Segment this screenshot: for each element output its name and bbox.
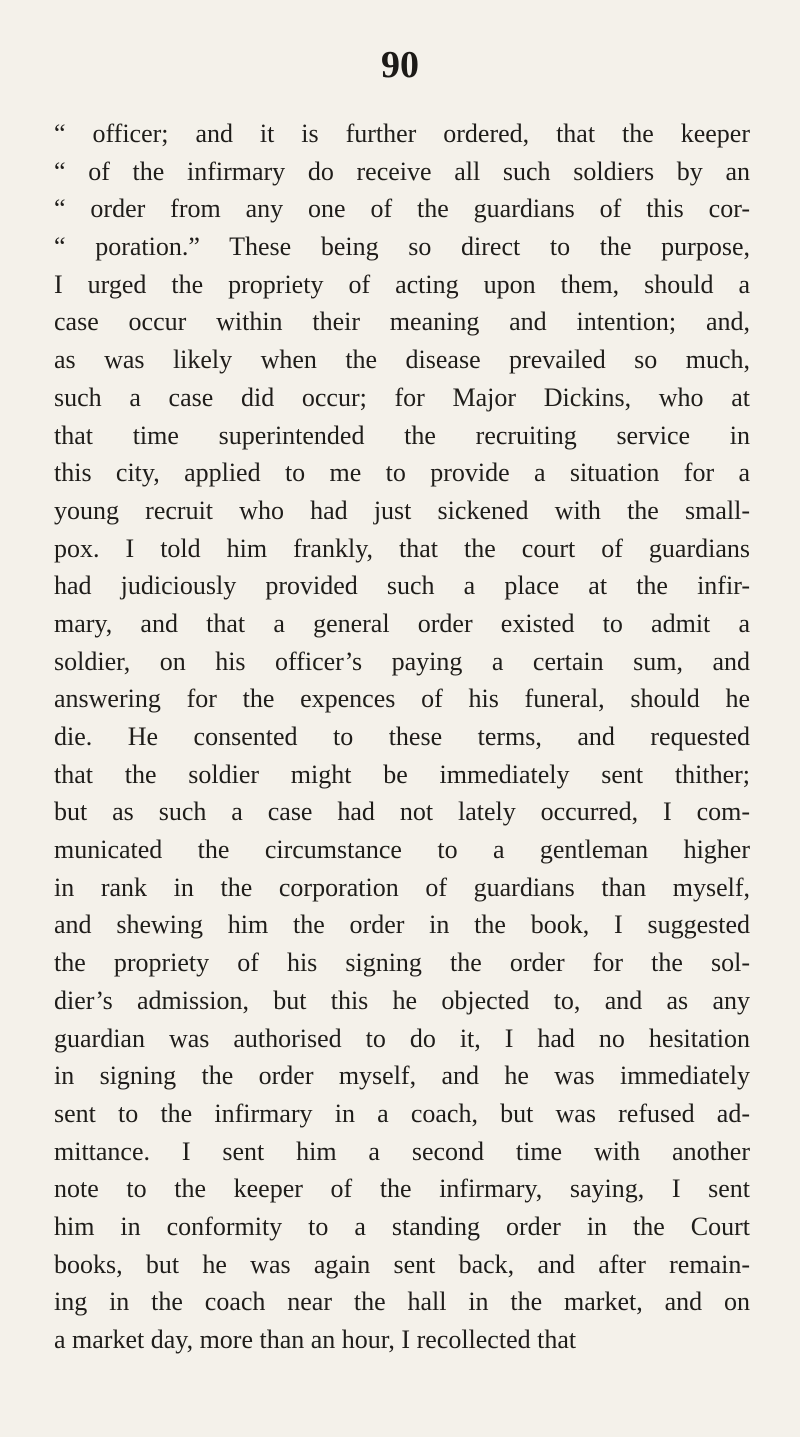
text-line: that the soldier might be immediately sent thither; [54, 759, 750, 789]
text-line: soldier, on his officer’s paying a certain sum, and [54, 646, 750, 676]
text-line: case occur within their meaning and intention; and, [54, 307, 750, 337]
text-line: pox. I told him frankly, that the court of guardians [54, 533, 750, 563]
text-line: young recruit who had just sickened with the small- [54, 495, 750, 525]
text-line: guardian was authorised to do it, I had no hesitation [54, 1023, 750, 1053]
text-line: mary, and that a general order existed to admit a [54, 608, 750, 638]
text-line: mittance. I sent him a second time with another [54, 1136, 750, 1166]
text-line: die. He consented to these terms, and requested [54, 722, 750, 751]
text-line: “ order from any one of the guardians of this cor- [54, 194, 750, 224]
text-line: as was likely when the disease prevailed so much, [54, 345, 750, 375]
text-line: note to the keeper of the infirmary, saying, I sent [54, 1174, 750, 1204]
text-line: had judiciously provided such a place at the infir- [54, 571, 750, 601]
text-line: the propriety of his signing the order for the sol- [54, 948, 750, 978]
text-line: sent to the infirmary in a coach, but was refused ad- [54, 1098, 750, 1128]
text-line: this city, applied to me to provide a situation for a [54, 458, 750, 488]
text-line: in rank in the corporation of guardians than myself, [54, 872, 750, 902]
text-line: I urged the propriety of acting upon them, should a [54, 269, 750, 299]
text-line: ing in the coach near the hall in the market, and on [54, 1287, 750, 1317]
text-line: answering for the expences of his funeral, should he [54, 684, 750, 714]
text-line: “ of the infirmary do receive all such soldiers by an [54, 156, 750, 186]
text-line: but as such a case had not lately occurred, I com- [54, 797, 750, 827]
text-line: a market day, more than an hour, I recollected that [54, 1325, 577, 1354]
text-line: such a case did occur; for Major Dickins, who at [54, 382, 750, 412]
text-line: “ poration.” These being so direct to the purpose, [54, 232, 750, 262]
text-line: in signing the order myself, and he was immediately [54, 1061, 750, 1091]
text-line: him in conformity to a standing order in the Court [54, 1211, 750, 1241]
text-line: books, but he was again sent back, and after remain- [54, 1249, 750, 1279]
text-line: that time superintended the recruiting service in [54, 420, 750, 450]
text-line: “ officer; and it is further ordered, that the keeper [54, 119, 750, 148]
text-line: municated the circumstance to a gentleman higher [54, 835, 750, 865]
text-line: dier’s admission, but this he objected to, and as any [54, 985, 750, 1015]
page-number: 90 [381, 44, 419, 86]
body-text [54, 115, 750, 1359]
text-line: and shewing him the order in the book, I suggested [54, 910, 750, 940]
